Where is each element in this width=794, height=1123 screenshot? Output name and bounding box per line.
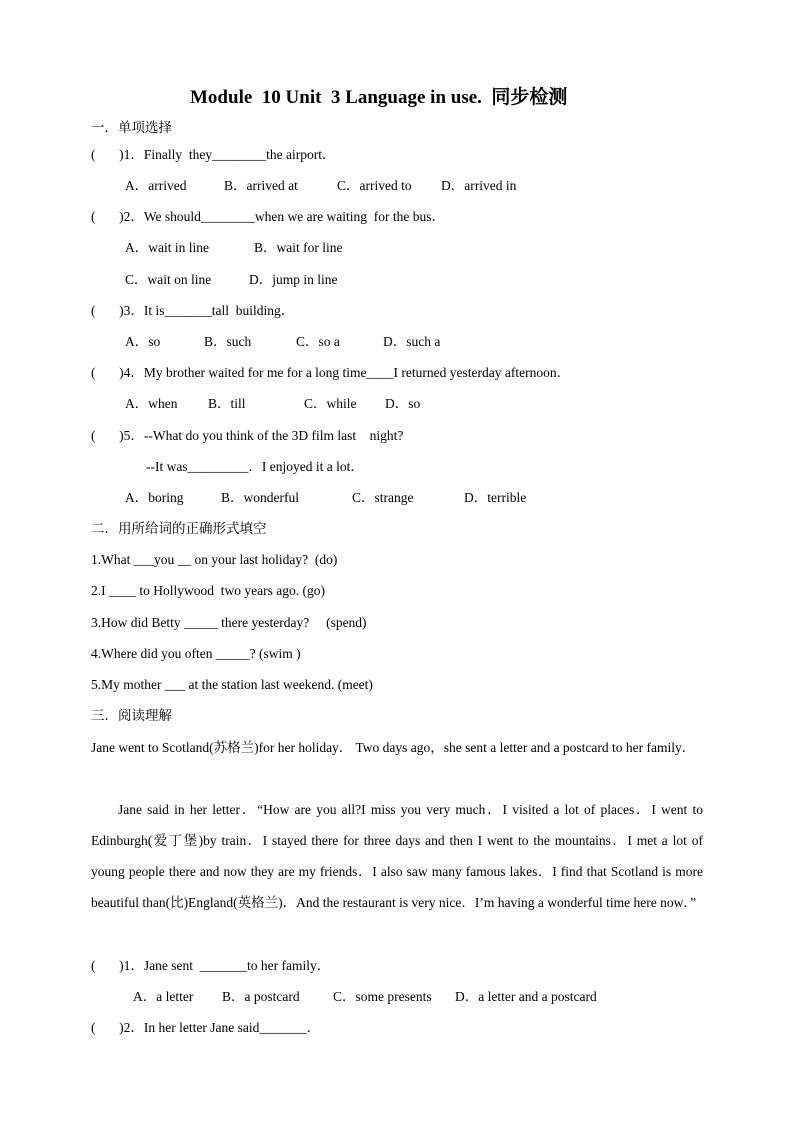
fill-in-item-1: 1.What ___you __ on your last holiday? (do) bbox=[91, 552, 338, 567]
reading-paragraph-1: Jane went to Scotland(苏格兰)for her holiday． Two days ago，she sent a letter and a postcard to her family． bbox=[91, 740, 696, 755]
question-2-stem: ( )2．We should________when we are waiting for the bus． bbox=[91, 209, 445, 224]
question-1-option-a: A．arrived bbox=[125, 178, 187, 193]
question-4-option-d: D．so bbox=[385, 396, 421, 411]
question-1-option-c: C．arrived to bbox=[337, 178, 412, 193]
question-3-option-b: B．such bbox=[204, 334, 252, 349]
question-5-stem: ( )5．--What do you think of the 3D film last night? bbox=[91, 428, 404, 443]
question-1-option-b: B．arrived at bbox=[224, 178, 298, 193]
reading-question-1-option-c: C．some presents bbox=[333, 989, 432, 1004]
question-2-option-a: A．wait in line bbox=[125, 240, 209, 255]
question-4-option-a: A．when bbox=[125, 396, 178, 411]
fill-in-item-4: 4.Where did you often _____? (swim ) bbox=[91, 646, 301, 661]
question-4-option-c: C．while bbox=[304, 396, 357, 411]
reading-question-2-stem: ( )2．In her letter Jane said_______． bbox=[91, 1020, 321, 1035]
question-1-option-d: D．arrived in bbox=[441, 178, 517, 193]
reading-question-1-option-b: B．a postcard bbox=[222, 989, 300, 1004]
question-2-option-d: D．jump in line bbox=[249, 272, 338, 287]
question-2-option-b: B．wait for line bbox=[254, 240, 343, 255]
reading-question-1-option-a: A．a letter bbox=[133, 989, 194, 1004]
question-5-option-c: C．strange bbox=[352, 490, 414, 505]
section-heading-multiple-choice: 一．单项选择 bbox=[91, 120, 172, 136]
section-heading-reading: 三．阅读理解 bbox=[91, 708, 172, 724]
fill-in-item-5: 5.My mother ___ at the station last weekend. (meet) bbox=[91, 677, 373, 692]
question-5-option-b: B．wonderful bbox=[221, 490, 299, 505]
question-3-option-c: C．so a bbox=[296, 334, 340, 349]
question-3-option-d: D．such a bbox=[383, 334, 441, 349]
reading-question-1-stem: ( )1．Jane sent _______to her family． bbox=[91, 958, 331, 973]
fill-in-item-3: 3.How did Betty _____ there yesterday? (spend) bbox=[91, 615, 367, 630]
question-2-option-c: C．wait on line bbox=[125, 272, 212, 287]
section-heading-fill-in: 二．用所给词的正确形式填空 bbox=[91, 521, 267, 537]
reading-question-1-option-d: D．a letter and a postcard bbox=[455, 989, 597, 1004]
question-1-stem: ( )1．Finally they________the airport． bbox=[91, 147, 336, 162]
question-3-option-a: A．so bbox=[125, 334, 161, 349]
question-4-option-b: B．till bbox=[208, 396, 246, 411]
question-5-stem-continued: --It was_________．I enjoyed it a lot． bbox=[146, 459, 364, 474]
reading-paragraph-2: Jane said in her letter．“How are you all?I miss you very much．I visited a lot of places．I went to Edinburgh(爱丁堡)by train．I stayed there for three days and then I went to the mountains．I met a lot of young people there and now they are my friends．I also saw many famous lakes．I find that Scotland is more beautiful than(比)England(英格兰)．And the restaurant is very nice．I’m having a wonderful time here now．” bbox=[91, 802, 703, 910]
fill-in-item-2: 2.I ____ to Hollywood two years ago. (go) bbox=[91, 583, 325, 598]
page-title: Module 10 Unit 3 Language in use. 同步检测 bbox=[190, 87, 568, 108]
question-4-stem: ( )4．My brother waited for me for a long time____I returned yesterday afternoon． bbox=[91, 365, 571, 380]
question-3-stem: ( )3．It is_______tall building． bbox=[91, 303, 295, 318]
question-5-option-a: A．boring bbox=[125, 490, 184, 505]
question-5-option-d: D．terrible bbox=[464, 490, 527, 505]
